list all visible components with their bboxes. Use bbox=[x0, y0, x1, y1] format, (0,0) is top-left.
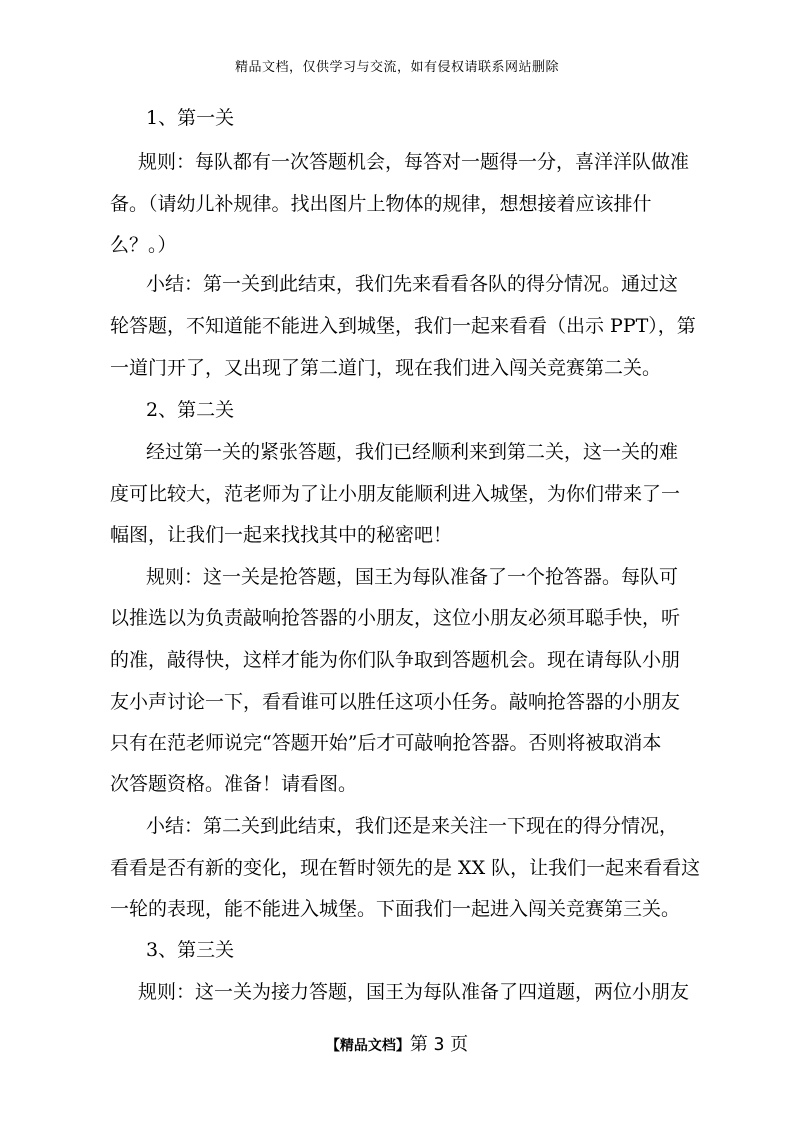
text-line: 度可比较大，范老师为了让小朋友能顺利进入城堡，为你们带来了一 bbox=[110, 483, 681, 505]
text-line: 规则：这一关是抢答题，国王为每队准备了一个抢答器。每队可 bbox=[146, 566, 679, 588]
text-line: 么？。） bbox=[110, 234, 177, 256]
footer-tag: 【精品文档】 bbox=[325, 1038, 410, 1054]
text-line: 小结：第一关到此结束，我们先来看看各队的得分情况。通过这 bbox=[146, 273, 679, 295]
section-heading-2: 2、第二关 bbox=[146, 399, 235, 421]
footer-suffix: 页 bbox=[450, 1034, 469, 1055]
text-line: 幅图，让我们一起来找找其中的秘密吧！ bbox=[110, 524, 453, 546]
text-line: 以推选以为负责敲响抢答器的小朋友，这位小朋友必须耳聪手快，听 bbox=[110, 607, 681, 629]
text-line: 规则：每队都有一次答题机会，每答对一题得一分，喜洋洋队做准 bbox=[138, 151, 690, 173]
text-line: 次答题资格。准备！请看图。 bbox=[110, 773, 358, 795]
text-line: 看看是否有新的变化，现在暂时领先的是 XX 队，让我们一起来看看这 bbox=[110, 857, 701, 879]
text-line: 一道门开了，又出现了第二道门，现在我们进入闯关竞赛第二关。 bbox=[110, 357, 662, 379]
text-line: 只有在范老师说完“答题开始”后才可敲响抢答器。否则将被取消本 bbox=[110, 732, 662, 754]
page-footer bbox=[0, 1030, 794, 1056]
page-number: 3 bbox=[433, 1034, 445, 1055]
text-line: 轮答题，不知道能不能进入到城堡，我们一起来看看（出示 PPT），第 bbox=[110, 315, 696, 337]
page-header: 精品文档，仅供学习与交流，如有侵权请联系网站删除 bbox=[234, 60, 559, 75]
text-line: 一轮的表现，能不能进入城堡。下面我们一起进入闯关竞赛第三关。 bbox=[110, 898, 681, 920]
section-heading-1: 1、第一关 bbox=[146, 107, 235, 129]
text-line: 小结：第二关到此结束，我们还是来关注一下现在的得分情况， bbox=[146, 815, 679, 837]
text-line: 备。（请幼儿补规律。找出图片上物体的规律，想想接着应该排什 bbox=[110, 193, 652, 215]
text-line: 经过第一关的紧张答题，我们已经顺利来到第二关，这一关的难 bbox=[146, 441, 679, 463]
footer-prefix: 第 bbox=[409, 1034, 428, 1055]
text-line: 的准，敲得快，这样才能为你们队争取到答题机会。现在请每队小朋 bbox=[110, 649, 681, 671]
section-heading-3: 3、第三关 bbox=[146, 939, 235, 961]
text-line: 规则：这一关为接力答题，国王为每队准备了四道题，两位小朋友 bbox=[138, 981, 690, 1003]
text-line: 友小声讨论一下，看看谁可以胜任这项小任务。敲响抢答器的小朋友 bbox=[110, 691, 681, 713]
